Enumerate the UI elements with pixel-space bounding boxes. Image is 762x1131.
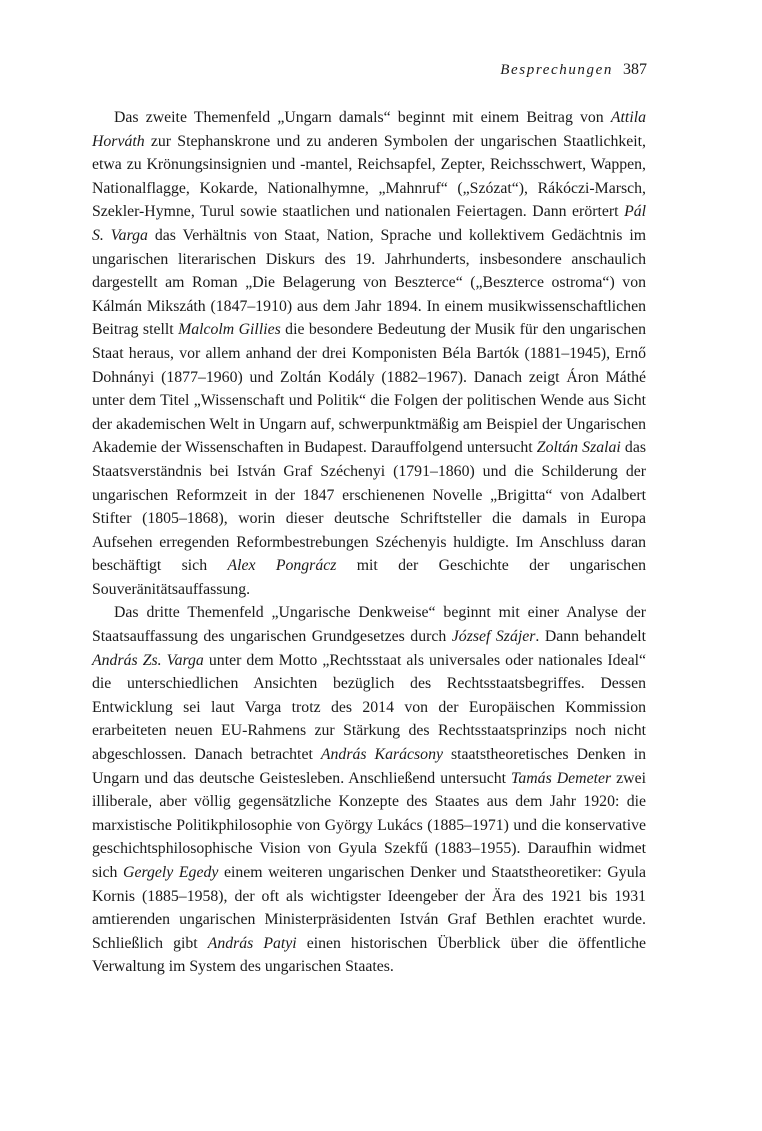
author-name: Malcolm Gillies	[178, 321, 281, 339]
paragraph-ungarn-damals	[92, 106, 646, 601]
author-name: Attila Horváth	[92, 109, 646, 150]
text-run: Das dritte Themenfeld „Ungarische Denkweise“ beginnt mit einer Analyse der Staatsauffassung des ungarischen Grundgesetzes durch	[92, 604, 646, 646]
author-name: András Patyi	[207, 934, 297, 952]
page-number: 387	[623, 61, 647, 78]
text-run: einem weiteren ungarischen Denker und Staatstheoretiker: Gyula Kornis (1885–1958), der oft als wichtigster Ideengeber der Ära des 1921 bis 1931 amtierenden ungarischen Ministerpräsidenten István Graf Bethlen erachtet wurde. Schließlich gibt	[92, 864, 646, 952]
author-name: Zoltán Szalai	[536, 439, 621, 457]
author-name: Pál S. Varga	[92, 203, 646, 244]
text-run: mit der Geschichte der ungarischen Souveränitätsauffassung.	[92, 557, 646, 598]
author-name: Alex Pongrácz	[227, 557, 337, 575]
paragraph-ungarische-denkweise	[92, 601, 646, 979]
author-name: András Karácsony	[320, 746, 443, 764]
author-name: András Zs. Varga	[92, 651, 204, 669]
text-run: staatstheoretisches Denken in Ungarn und das deutsche Geistesleben. Anschließend untersucht	[92, 746, 646, 787]
running-head	[500, 60, 647, 80]
text-run: unter dem Motto „Rechtsstaat als universales oder nationales Ideal“ die unterschiedlichen Ansichten bezüglich des Rechtsstaatsbegriffes. Dessen Entwicklung sei laut Varga trotz des 2014 von der Europäischen Kommission erarbeiteten neuen EU-Rahmens zur Stärkung des Rechtsstaatsprinzips noch nicht abgeschlossen. Danach betrachtet	[92, 651, 647, 764]
text-run: das Staatsverständnis bei István Graf Széchenyi (1791–1860) und die Schilderung der ungarischen Reformzeit in der 1847 erschienenen Novelle „Brigitta“ von Adalbert Stifter (1805–1868), worin dieser deutsche Schriftsteller die damals in Europa Aufsehen erregenden Reformbestrebungen Széchenyis huldigte. Im Anschluss daran beschäftigt sich	[92, 439, 646, 575]
text-run: die besondere Bedeutung der Musik für den ungarischen Staat heraus, vor allem anhand der drei Komponisten Béla Bartók (1881–1945), Ernő Dohnányi (1877–1960) und Zoltán Kodály (1882–1967). Danach zeigt Áron Máthé unter dem Titel „Wissenschaft und Politik“ die Folgen der politischen Wende aus Sicht der akademischen Welt in Ungarn auf, schwerpunktmäßig am Beispiel der Ungarischen Akademie der Wissenschaften in Budapest. Darauffolgend untersucht	[92, 321, 646, 457]
author-name: Gergely Egedy	[123, 864, 219, 881]
text-run: . Dann behandelt	[535, 628, 646, 646]
text-run: das Verhältnis von Staat, Nation, Sprache und kollektivem Gedächtnis im ungarischen literarischen Diskurs des 19. Jahrhunderts, insbesondere anschaulich dargestellt am Roman „Die Belagerung von Beszterce“ („Beszterce ostroma“) von Kálmán Mikszáth (1847–1910) aus dem Jahr 1894. In einem musikwissenschaftlichen Beitrag stellt	[92, 226, 646, 339]
author-name: József Szájer	[451, 628, 536, 646]
text-run: zur Stephanskrone und zu anderen Symbolen der ungarischen Staatlichkeit, etwa zu Krönungsinsignien und -mantel, Reichsapfel, Zepter, Reichsschwert, Wappen, Nationalflagge, Kokarde, Nationalhymne, „Mahnruf“ („Szózat“), Rákóczi-Marsch, Szekler-Hymne, Turul sowie staatlichen und nationalen Feiertagen. Dann erörtert	[92, 132, 646, 221]
text-run: Das zweite Themenfeld „Ungarn damals“ beginnt mit einem Beitrag von	[114, 109, 611, 126]
body-text	[92, 106, 646, 979]
author-name: Tamás Demeter	[511, 769, 612, 787]
text-run: zwei illiberale, aber völlig gegensätzliche Konzepte des Staates aus dem Jahr 1920: die marxistische Politikphilosophie von György Lukács (1885–1971) und die konservative geschichtsphilosophische Vision von Gyula Szekfű (1883–1955). Daraufhin widmet sich	[92, 769, 646, 881]
running-head-section-title: Besprechungen	[500, 62, 613, 78]
text-run: einen historischen Überblick über die öffentliche Verwaltung im System des ungarischen Staates.	[92, 934, 646, 976]
